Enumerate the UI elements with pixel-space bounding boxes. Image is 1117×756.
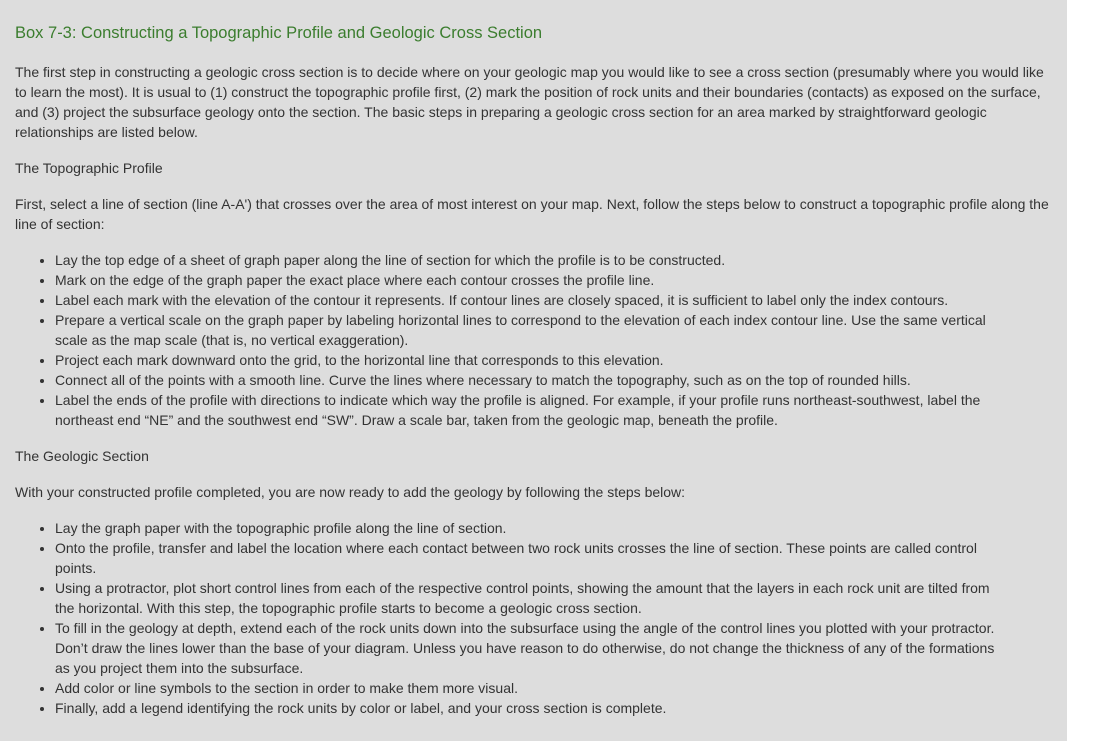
list-item: • Onto the profile, transfer and label the location where each contact between two rock units crosses the line of section. These points are called control points.: [55, 538, 1005, 578]
topographic-heading: The Topographic Profile: [15, 160, 163, 176]
list-item: • To fill in the geology at depth, extend each of the rock units down into the subsurface using the angle of the control lines you plotted with your protractor. Don’t draw the lines lower than the base of your diagram. Unless you have reason to do otherwise, do not change the thickness of any of the formations as you project them into the subsurface.: [55, 618, 1005, 678]
box-title: Box 7-3: Constructing a Topographic Profile and Geologic Cross Section: [15, 24, 543, 42]
list-item: • Mark on the edge of the graph paper the exact place where each contour crosses the profile line.: [55, 270, 1005, 290]
list-item: • Finally, add a legend identifying the rock units by color or label, and your cross section is complete.: [55, 698, 1005, 718]
list-item: • Add color or line symbols to the section in order to make them more visual.: [55, 678, 1005, 698]
topographic-steps-list: [15, 250, 1005, 430]
geologic-heading: The Geologic Section: [15, 448, 149, 464]
intro-paragraph: The first step in constructing a geologic cross section is to decide where on your geologic map you would like to see a cross section (presumably where you would like to learn the most). It is usual to (1) construct the topographic profile first, (2) mark the position of rock units and their boundaries (contacts) as exposed on the surface, and (3) project the subsurface geology onto the section. The basic steps in preparing a geologic cross section for an area marked by straightforward geologic relationships are listed below.: [15, 64, 1044, 140]
list-item: • Label each mark with the elevation of the contour it represents. If contour lines are closely spaced, it is sufficient to label only the index contours.: [55, 290, 1005, 310]
geologic-steps-list: [15, 518, 1005, 718]
list-item: • Prepare a vertical scale on the graph paper by labeling horizontal lines to correspond to the elevation of each index contour line. Use the same vertical scale as the map scale (that is, no vertical exaggeration).: [55, 310, 1005, 350]
list-item: • Label the ends of the profile with directions to indicate which way the profile is aligned. For example, if your profile runs northeast-southwest, label the northeast end “NE” and the southwest end “SW”. Draw a scale bar, taken from the geologic map, beneath the profile.: [55, 390, 1005, 430]
list-item: • Lay the top edge of a sheet of graph paper along the line of section for which the profile is to be constructed.: [55, 250, 1005, 270]
list-item: • Lay the graph paper with the topographic profile along the line of section.: [55, 518, 1005, 538]
geologic-intro: With your constructed profile completed, you are now ready to add the geology by following the steps below:: [15, 484, 686, 500]
list-item: • Using a protractor, plot short control lines from each of the respective control points, showing the amount that the layers in each rock unit are tilted from the horizontal. With this step, the topographic profile starts to become a geologic cross section.: [55, 578, 1005, 618]
list-item: • Connect all of the points with a smooth line. Curve the lines where necessary to match the topography, such as on the top of rounded hills.: [55, 370, 1005, 390]
topographic-intro: First, select a line of section (line A-A') that crosses over the area of most interest on your map. Next, follow the steps below to construct a topographic profile along the line of section:: [15, 196, 1049, 232]
list-item: • Project each mark downward onto the grid, to the horizontal line that corresponds to this elevation.: [55, 350, 1005, 370]
